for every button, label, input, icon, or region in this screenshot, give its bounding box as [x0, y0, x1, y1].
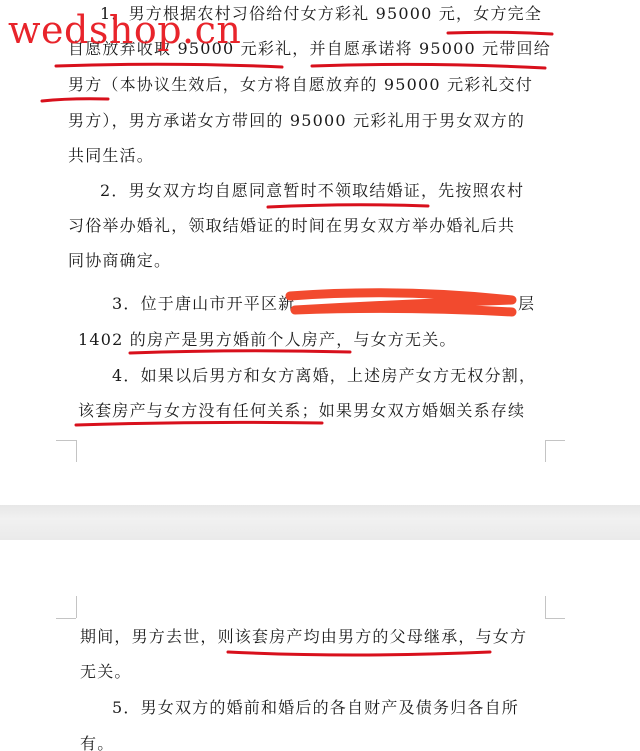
document-page-2	[0, 540, 640, 751]
clause-2-line-1: 2．男女双方均自愿同意暂时不领取结婚证，先按照农村	[100, 181, 525, 200]
crop-mark	[56, 618, 76, 619]
clause-1-line-5: 共同生活。	[68, 146, 155, 165]
crop-mark	[545, 440, 565, 441]
crop-mark	[545, 618, 565, 619]
crop-mark	[545, 440, 546, 462]
page-break	[0, 505, 640, 540]
clause-4-line-1: 4．如果以后男方和女方离婚，上述房产女方无权分割，	[112, 366, 537, 385]
clause-3-line-2: 1402 的房产是男方婚前个人房产，与女方无关。	[78, 330, 457, 349]
crop-mark	[76, 596, 77, 618]
clause-3-line-1-end: 层	[518, 294, 536, 313]
crop-mark	[76, 440, 77, 462]
clause-1-line-1: 1．男方根据农村习俗给付女方彩礼 95000 元，女方完全	[100, 4, 543, 23]
watermark: wedshop.cn	[8, 8, 242, 52]
clause-4-line-4: 无关。	[80, 662, 132, 681]
clause-2-line-3: 同协商确定。	[68, 251, 172, 270]
clause-2-line-2: 习俗举办婚礼，领取结婚证的时间在男女双方举办婚礼后共	[68, 216, 516, 235]
clause-1-line-2: 自愿放弃收取 95000 元彩礼，并自愿承诺将 95000 元带回给	[68, 39, 551, 58]
clause-4-line-3: 期间，男方去世，则该套房产均由男方的父母继承，与女方	[80, 627, 528, 646]
clause-4-line-2: 该套房产与女方没有任何关系；如果男女双方婚姻关系存续	[78, 401, 526, 420]
clause-1-line-4: 男方），男方承诺女方带回的 95000 元彩礼用于男女双方的	[68, 111, 526, 130]
clause-3-line-1: 3．位于唐山市开平区新	[112, 294, 296, 313]
clause-5-line-1: 5．男女双方的婚前和婚后的各自财产及债务归各自所	[112, 698, 519, 717]
clause-1-line-3: 男方（本协议生效后，女方将自愿放弃的 95000 元彩礼交付	[68, 75, 534, 94]
crop-mark	[545, 596, 546, 618]
crop-mark	[56, 440, 76, 441]
clause-5-line-2: 有。	[80, 734, 115, 751]
